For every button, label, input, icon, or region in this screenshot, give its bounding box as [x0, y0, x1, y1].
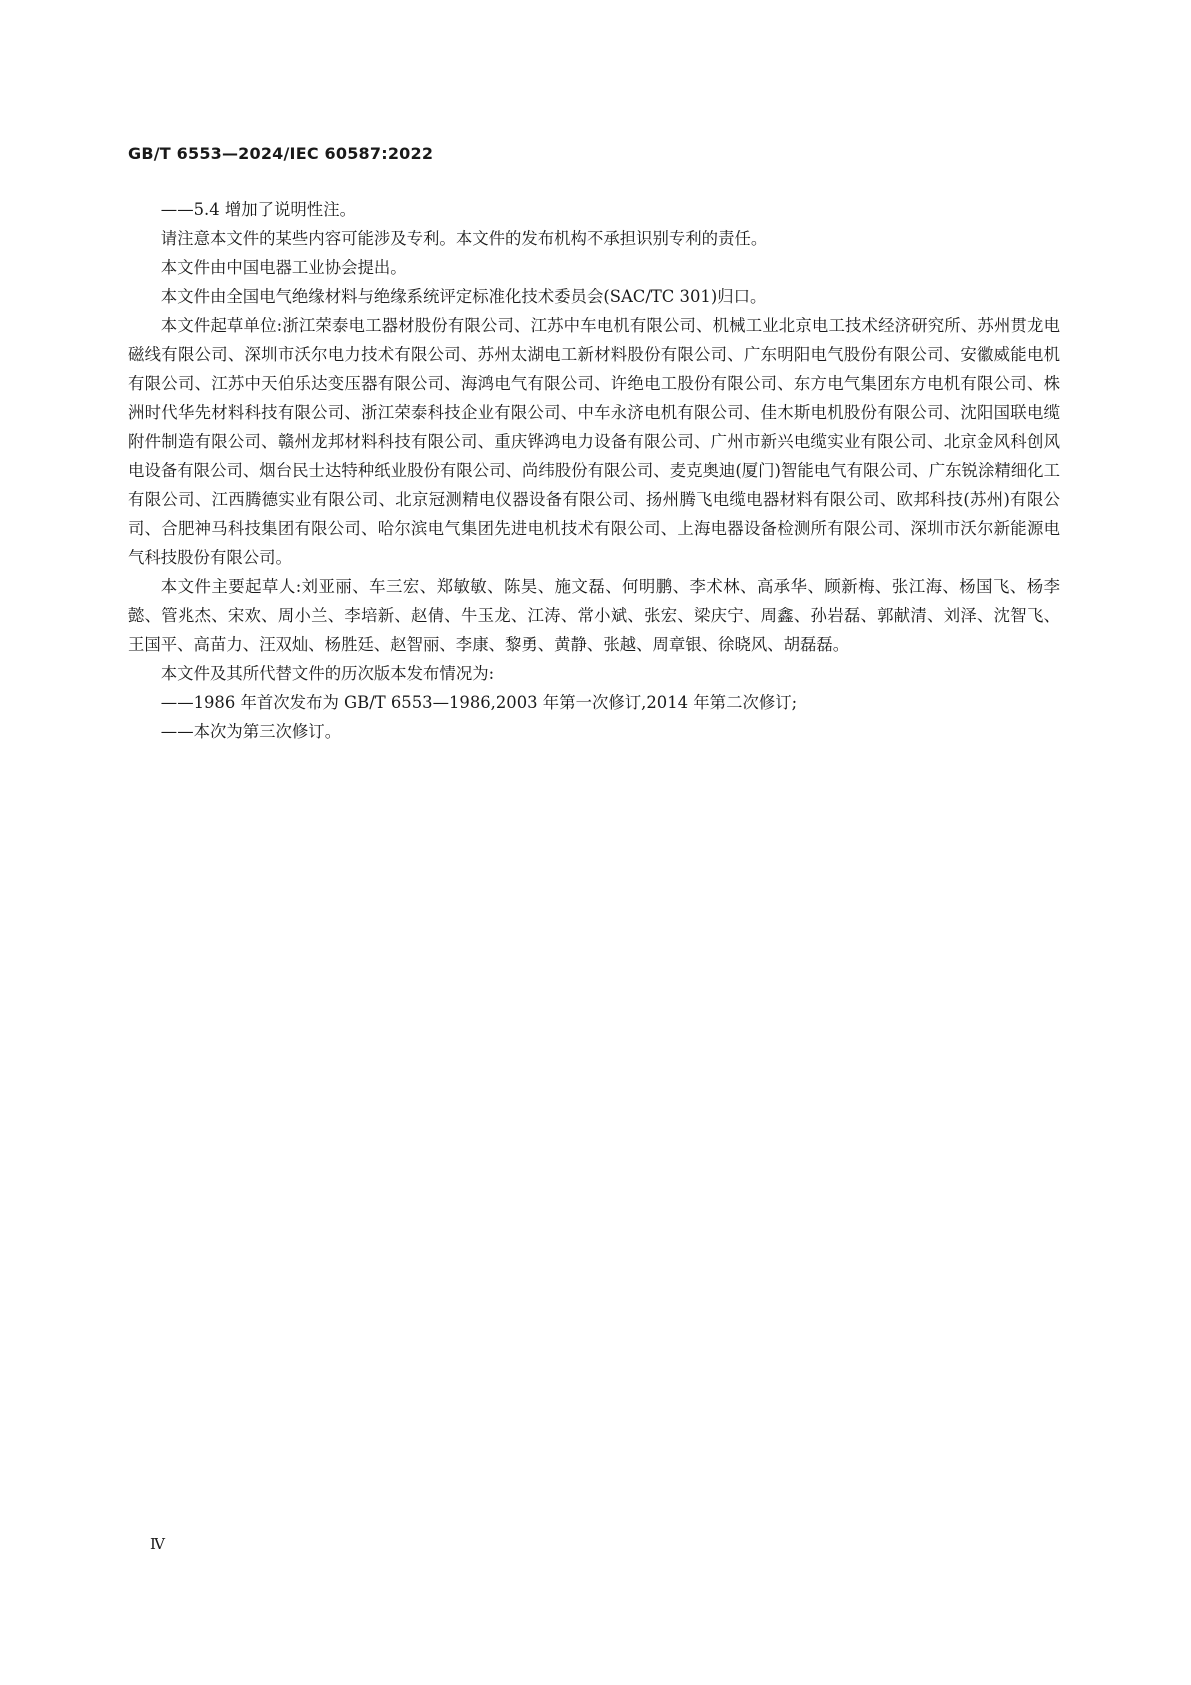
paragraph-version-history-current: ——本次为第三次修订。 — [160, 722, 342, 741]
paragraph-proposed-by: 本文件由中国电器工业协会提出。 — [160, 258, 407, 277]
paragraph-main-drafters: 本文件主要起草人:刘亚丽、车三宏、郑敏敏、陈昊、施文磊、何明鹏、李术林、高承华、顾新梅、张江海、杨国飞、杨李懿、管兆杰、宋欢、周小兰、李培新、赵倩、牛玉龙、江涛、常小斌、张宏、梁庆宁、周鑫、孙岩磊、郭献清、刘泽、沈智飞、王国平、高苗力、汪双灿、杨胜廷、赵智丽、李康、黎勇、黄静、张越、周章银、徐晓风、胡磊磊。 — [128, 577, 1060, 654]
paragraph-patent-notice: 请注意本文件的某些内容可能涉及专利。本文件的发布机构不承担识别专利的责任。 — [160, 229, 768, 248]
paragraph-version-history-first: ——1986 年首次发布为 GB/T 6553—1986,2003 年第一次修订,2014 年第二次修订; — [160, 693, 798, 712]
paragraph-change-note: ——5.4 增加了说明性注。 — [160, 200, 356, 219]
paragraph-drafting-units: 本文件起草单位:浙江荣泰电工器材股份有限公司、江苏中车电机有限公司、机械工业北京电工技术经济研究所、苏州贯龙电磁线有限公司、深圳市沃尔电力技术有限公司、苏州太湖电工新材料股份有限公司、广东明阳电气股份有限公司、安徽威能电机有限公司、江苏中天伯乐达变压器有限公司、海鸿电气有限公司、许绝电工股份有限公司、东方电气集团东方电机有限公司、株洲时代华先材料科技有限公司、浙江荣泰科技企业有限公司、中车永济电机有限公司、佳木斯电机股份有限公司、沈阳国联电缆附件制造有限公司、赣州龙邦材料科技有限公司、重庆铧鸿电力设备有限公司、广州市新兴电缆实业有限公司、北京金风科创风电设备有限公司、烟台民士达特种纸业股份有限公司、尚纬股份有限公司、麦克奥迪(厦门)智能电气有限公司、广东锐涂精细化工有限公司、江西腾德实业有限公司、北京冠测精电仪器设备有限公司、扬州腾飞电缆电器材料有限公司、欧邦科技(苏州)有限公司、合肥神马科技集团有限公司、哈尔滨电气集团先进电机技术有限公司、上海电器设备检测所有限公司、深圳市沃尔新能源电气科技股份有限公司。 — [128, 316, 1060, 567]
page-number: Ⅳ — [150, 1535, 165, 1553]
paragraph-version-history-intro: 本文件及其所代替文件的历次版本发布情况为: — [160, 664, 495, 683]
document-body — [128, 195, 1060, 746]
standard-code-header: GB/T 6553—2024/IEC 60587:2022 — [128, 144, 434, 163]
paragraph-responsible-committee: 本文件由全国电气绝缘材料与绝缘系统评定标准化技术委员会(SAC/TC 301)归口。 — [160, 287, 767, 306]
